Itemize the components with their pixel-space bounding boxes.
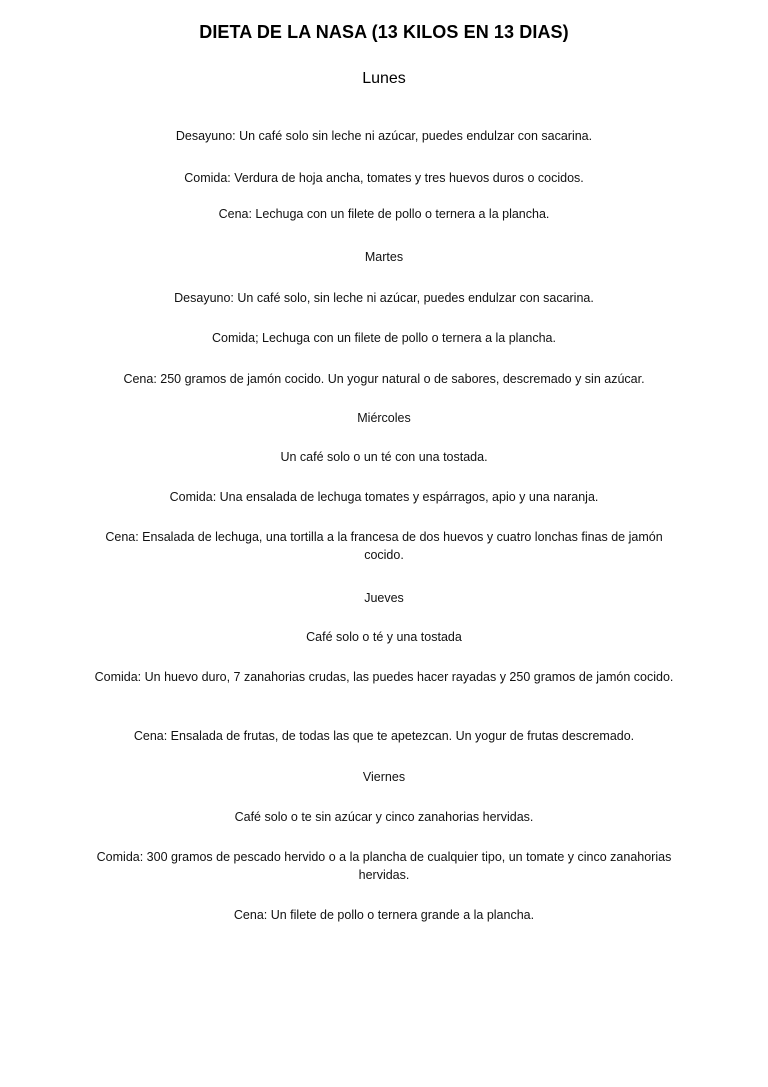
martes-comida: Comida; Lechuga con un filete de pollo o ternera a la plancha. — [212, 331, 556, 345]
jueves-comida: Comida: Un huevo duro, 7 zanahorias crudas, las puedes hacer rayadas y 250 gramos de jamón cocido. — [94, 670, 674, 684]
day-heading-martes: Martes — [364, 250, 404, 264]
miercoles-desayuno: Un café solo o un té con una tostada. — [280, 450, 488, 464]
day-heading-jueves: Jueves — [364, 591, 404, 605]
day-heading-miercoles: Miércoles — [357, 411, 411, 425]
lunes-desayuno: Desayuno: Un café solo sin leche ni azúcar, puedes endulzar con sacarina. — [175, 129, 593, 143]
martes-desayuno: Desayuno: Un café solo, sin leche ni azúcar, puedes endulzar con sacarina. — [174, 291, 594, 305]
jueves-desayuno: Café solo o té y una tostada — [306, 630, 462, 644]
day-heading-viernes: Viernes — [362, 770, 406, 784]
jueves-cena: Cena: Ensalada de frutas, de todas las que te apetezcan. Un yogur de frutas descremado. — [133, 729, 635, 743]
miercoles-cena: Cena: Ensalada de lechuga, una tortilla a la francesa de dos huevos y cuatro lonchas finas de jamón cocido. — [105, 530, 663, 562]
viernes-desayuno: Café solo o te sin azúcar y cinco zanahorias hervidas. — [234, 810, 534, 824]
lunes-comida: Comida: Verdura de hoja ancha, tomates y tres huevos duros o cocidos. — [184, 171, 584, 185]
document-title: DIETA DE LA NASA (13 KILOS EN 13 DIAS) — [199, 22, 569, 42]
viernes-cena: Cena: Un filete de pollo o ternera grande a la plancha. — [233, 908, 535, 922]
miercoles-comida: Comida: Una ensalada de lechuga tomates y espárragos, apio y una naranja. — [169, 490, 599, 504]
viernes-comida: Comida: 300 gramos de pescado hervido o a la plancha de cualquier tipo, un tomate y cinco zanahorias hervidas. — [96, 850, 672, 882]
lunes-cena: Cena: Lechuga con un filete de pollo o ternera a la plancha. — [218, 207, 550, 221]
martes-cena: Cena: 250 gramos de jamón cocido. Un yogur natural o de sabores, descremado y sin azúcar. — [123, 372, 645, 386]
day-heading-lunes: Lunes — [362, 70, 406, 87]
